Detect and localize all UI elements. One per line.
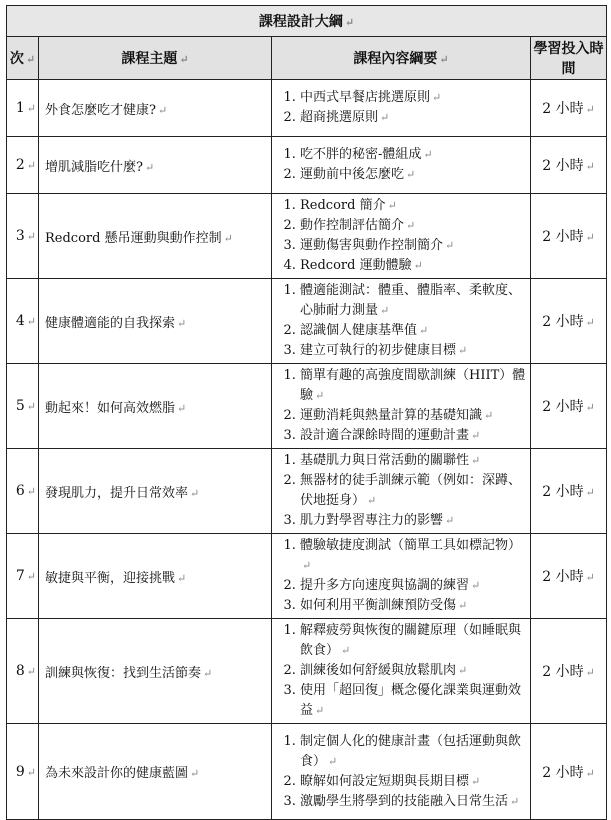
session-number: 8 ↵ <box>7 619 39 724</box>
session-topic: 健康體適能的自我探索 ↵ <box>39 279 272 364</box>
content-item: 3. 運動傷害與動作控制簡介 ↵ <box>300 236 526 256</box>
table-row <box>7 534 607 619</box>
session-hours: 2 小時 ↵ <box>531 279 607 364</box>
content-item: 2. 訓練後如何舒緩與放鬆肌肉 ↵ <box>300 661 526 681</box>
content-item: 1. 解釋疲勞與恢復的關鍵原理（如睡眠與飲食） ↵ <box>300 621 526 661</box>
session-topic: 為未來設計你的健康藍圖 ↵ <box>39 724 272 820</box>
session-number: 4 ↵ <box>7 279 39 364</box>
session-number: 1 ↵ <box>7 80 39 137</box>
content-list <box>278 732 526 812</box>
header-num: 次 ↵ <box>7 37 39 80</box>
session-content <box>272 534 531 619</box>
course-outline-table <box>6 5 607 820</box>
content-item: 1. 吃不胖的秘密-體組成 ↵ <box>300 145 526 165</box>
session-number: 7 ↵ <box>7 534 39 619</box>
content-list <box>278 88 526 128</box>
session-hours: 2 小時 ↵ <box>531 137 607 194</box>
session-hours: 2 小時 ↵ <box>531 619 607 724</box>
content-item: 2. 超商挑選原則 ↵ <box>300 108 526 128</box>
session-hours: 2 小時 ↵ <box>531 534 607 619</box>
content-item: 2. 運動消耗與熱量計算的基礎知識 ↵ <box>300 406 526 426</box>
content-list <box>278 451 526 531</box>
session-topic: Redcord 懸吊運動與動作控制 ↵ <box>39 194 272 279</box>
session-content <box>272 364 531 449</box>
table-row <box>7 80 607 137</box>
table-row <box>7 449 607 534</box>
content-item: 4. Redcord 運動體驗 ↵ <box>300 256 526 276</box>
content-item: 2. 運動前中後怎麼吃 ↵ <box>300 165 526 185</box>
content-item: 1. 制定個人化的健康計畫（包括運動與飲食） ↵ <box>300 732 526 772</box>
session-content <box>272 279 531 364</box>
content-item: 1. 簡單有趣的高強度間歇訓練（HIIT）體驗 ↵ <box>300 366 526 406</box>
content-item: 2. 動作控制評估簡介 ↵ <box>300 216 526 236</box>
session-hours: 2 小時 ↵ <box>531 364 607 449</box>
header-row <box>7 37 607 80</box>
content-item: 2. 認識個人健康基準值 ↵ <box>300 321 526 341</box>
content-item: 3. 如何利用平衡訓練預防受傷 ↵ <box>300 596 526 616</box>
session-topic: 外食怎麼吃才健康? ↵ <box>39 80 272 137</box>
content-list <box>278 366 526 446</box>
session-content <box>272 80 531 137</box>
session-number: 3 ↵ <box>7 194 39 279</box>
header-hours: 學習投入時間 <box>531 37 607 80</box>
session-number: 5 ↵ <box>7 364 39 449</box>
table-row <box>7 619 607 724</box>
session-content <box>272 137 531 194</box>
content-item: 2. 提升多方向速度與協調的練習 ↵ <box>300 576 526 596</box>
session-content <box>272 449 531 534</box>
session-hours: 2 小時 ↵ <box>531 80 607 137</box>
session-number: 9 ↵ <box>7 724 39 820</box>
session-number: 2 ↵ <box>7 137 39 194</box>
table-row <box>7 194 607 279</box>
table-title: 課程設計大綱 ↵ <box>7 6 607 37</box>
session-topic: 發現肌力，提升日常效率 ↵ <box>39 449 272 534</box>
content-item: 1. 中西式早餐店挑選原則 ↵ <box>300 88 526 108</box>
content-item: 3. 激勵學生將學到的技能融入日常生活 ↵ <box>300 792 526 812</box>
content-item: 2. 瞭解如何設定短期與長期目標 ↵ <box>300 772 526 792</box>
content-list <box>278 281 526 361</box>
header-topic: 課程主題 ↵ <box>39 37 272 80</box>
header-content: 課程內容綱要 ↵ <box>272 37 531 80</box>
session-topic: 動起來！如何高效燃脂 ↵ <box>39 364 272 449</box>
content-item: 1. 體驗敏捷度測試（簡單工具如標記物）↵ <box>300 536 526 576</box>
content-list <box>278 621 526 721</box>
content-item: 3. 設計適合課餘時間的運動計畫 ↵ <box>300 426 526 446</box>
table-row <box>7 279 607 364</box>
content-item: 2. 無器材的徒手訓練示範（例如：深蹲、伏地挺身） ↵ <box>300 471 526 511</box>
content-item: 3. 使用「超回復」概念優化課業與運動效益 ↵ <box>300 681 526 721</box>
session-hours: 2 小時 ↵ <box>531 194 607 279</box>
table-row <box>7 137 607 194</box>
content-list <box>278 196 526 276</box>
content-list <box>278 145 526 185</box>
session-number: 6 ↵ <box>7 449 39 534</box>
table-row <box>7 364 607 449</box>
session-content <box>272 619 531 724</box>
content-list <box>278 536 526 616</box>
content-item: 3. 建立可執行的初步健康目標 ↵ <box>300 341 526 361</box>
table-row <box>7 724 607 820</box>
session-content <box>272 724 531 820</box>
title-row <box>7 6 607 37</box>
session-hours: 2 小時 ↵ <box>531 724 607 820</box>
content-item: 1. 體適能測試：體重、體脂率、柔軟度、心肺耐力測量 ↵ <box>300 281 526 321</box>
session-topic: 訓練與恢復：找到生活節奏 ↵ <box>39 619 272 724</box>
session-content <box>272 194 531 279</box>
content-item: 1. 基礎肌力與日常活動的關聯性 ↵ <box>300 451 526 471</box>
content-item: 1. Redcord 簡介 ↵ <box>300 196 526 216</box>
table-body <box>7 80 607 820</box>
session-topic: 敏捷與平衡，迎接挑戰 ↵ <box>39 534 272 619</box>
session-topic: 增肌減脂吃什麼? ↵ <box>39 137 272 194</box>
session-hours: 2 小時 ↵ <box>531 449 607 534</box>
content-item: 3. 肌力對學習專注力的影響 ↵ <box>300 511 526 531</box>
